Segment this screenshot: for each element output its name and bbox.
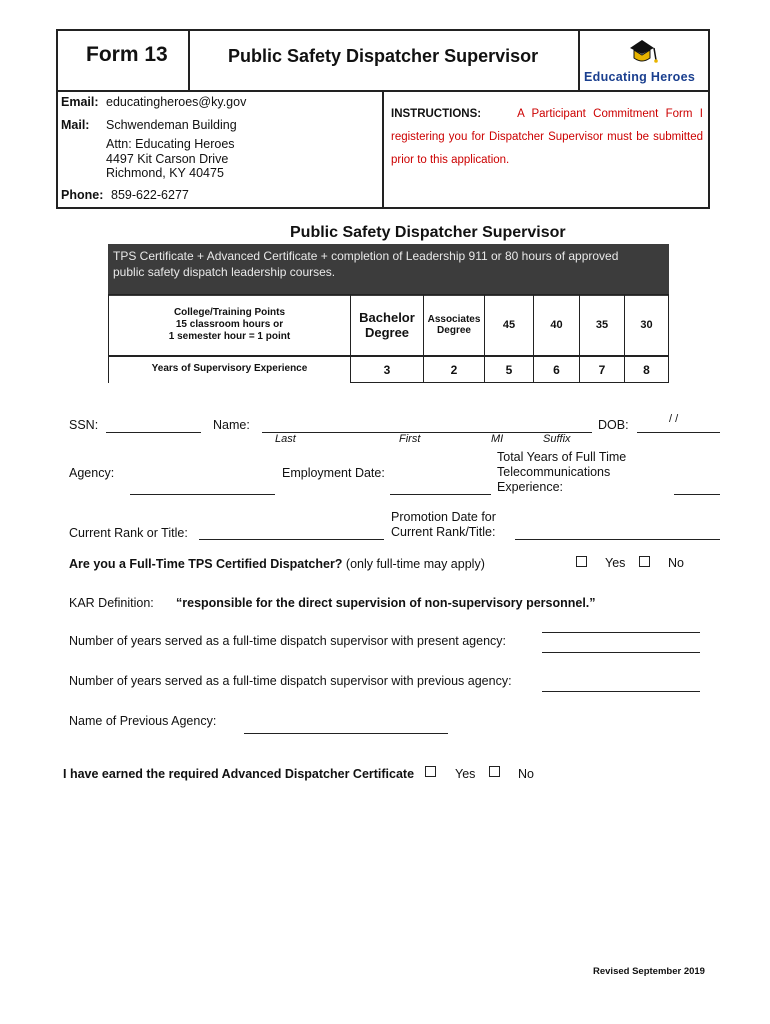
name-sub-suffix: Suffix [543, 433, 571, 445]
name-sub-mi: MI [491, 433, 504, 445]
column-bachelor: Bachelor Degree [350, 294, 424, 356]
section-title: Public Safety Dispatcher Supervisor [290, 224, 566, 241]
fulltime-note: (only full-time may apply) [345, 557, 485, 571]
column-points: 30 [624, 294, 669, 356]
dob-field[interactable] [637, 432, 720, 433]
years-cell: 5 [484, 356, 534, 383]
revised-date: Revised September 2019 [593, 966, 705, 977]
divider [578, 29, 580, 91]
column-points: 45 [484, 294, 534, 356]
kar-definition: “responsible for the direct supervision of non-supervisory personnel.” [176, 596, 596, 610]
promotion-date-field[interactable] [515, 539, 720, 540]
experience-label: Years of Supervisory Experience [108, 356, 351, 383]
form-title: Public Safety Dispatcher Supervisor [228, 46, 539, 66]
name-sub-first: First [399, 433, 421, 445]
years-cell: 2 [423, 356, 485, 383]
logo-text: Educating Heroes [584, 70, 696, 84]
total-years-label: Total Years of Full Time Telecommunications Experience: [497, 450, 627, 494]
email-value: educatingheroes@ky.gov [106, 95, 247, 109]
advanced-cert-no-label: No [518, 767, 534, 781]
advanced-cert-no-checkbox[interactable] [489, 766, 500, 777]
fulltime-question-text: Are you a Full-Time TPS Certified Dispatcher? [69, 557, 343, 571]
years-cell: 7 [579, 356, 625, 383]
fulltime-yes-label: Yes [605, 556, 626, 570]
instructions [391, 103, 703, 172]
years-present-field-2[interactable] [542, 652, 700, 653]
advanced-cert-yes-checkbox[interactable] [425, 766, 436, 777]
mail-line: Attn: Educating Heroes [106, 137, 235, 151]
email-row [61, 95, 99, 109]
employment-date-label: Employment Date: [282, 466, 385, 480]
college-header: College/Training Points 15 classroom hours or 1 semester hour = 1 point [108, 294, 351, 356]
mail-line: Schwendeman Building [106, 118, 237, 132]
previous-agency-field[interactable] [244, 733, 448, 734]
divider [382, 90, 384, 209]
phone-label: Phone: [61, 188, 104, 202]
divider [188, 29, 190, 91]
promotion-date-label: Promotion Date for Current Rank/Title: [391, 510, 496, 539]
name-label: Name: [213, 418, 250, 432]
instructions-label: INSTRUCTIONS: [391, 108, 482, 120]
fulltime-no-label: No [668, 556, 684, 570]
advanced-cert-label: I have earned the required Advanced Dispatcher Certificate [63, 767, 415, 781]
employment-date-field[interactable] [390, 494, 491, 495]
years-present-label: Number of years served as a full-time dispatch supervisor with present agency: [69, 634, 506, 648]
agency-field[interactable] [130, 494, 275, 495]
requirements-description: TPS Certificate + Advanced Certificate + completion of Leadership 911 or 80 hours of approved public safety dispatch leadership courses. [113, 249, 619, 279]
ssn-field[interactable] [106, 432, 201, 433]
rank-label: Current Rank or Title: [69, 526, 188, 540]
name-sub-last: Last [275, 433, 296, 445]
column-points: 40 [533, 294, 580, 356]
fulltime-yes-checkbox[interactable] [576, 556, 587, 567]
instructions-text: A Participant Commitment Form I registering you for Dispatcher Supervisor must be submitted prior to this application. [391, 108, 703, 166]
years-cell: 6 [533, 356, 580, 383]
dob-label: DOB: [598, 418, 629, 432]
agency-label: Agency: [69, 466, 115, 480]
years-previous-field[interactable] [542, 691, 700, 692]
mail-line: Richmond, KY 40475 [106, 166, 224, 180]
years-cell: 3 [350, 356, 424, 383]
phone-value: 859-622-6277 [111, 188, 189, 202]
fulltime-no-checkbox[interactable] [639, 556, 650, 567]
email-label: Email: [61, 95, 99, 109]
rank-field[interactable] [199, 539, 384, 540]
fulltime-question [69, 557, 485, 571]
years-cell: 8 [624, 356, 669, 383]
years-previous-label: Number of years served as a full-time dispatch supervisor with previous agency: [69, 674, 512, 688]
ssn-label: SSN: [69, 418, 99, 432]
graduation-cap-icon [622, 36, 662, 68]
previous-agency-label: Name of Previous Agency: [69, 714, 217, 728]
mail-label: Mail: [61, 118, 90, 132]
column-associates: Associates Degree [423, 294, 485, 356]
mail-line: 4497 Kit Carson Drive [106, 152, 229, 166]
total-years-field[interactable] [674, 494, 720, 495]
dob-separators: / / [669, 413, 679, 425]
column-points: 35 [579, 294, 625, 356]
advanced-cert-yes-label: Yes [455, 767, 476, 781]
kar-label: KAR Definition: [69, 596, 154, 610]
years-present-field[interactable] [542, 632, 700, 633]
form-number: Form 13 [86, 43, 168, 66]
